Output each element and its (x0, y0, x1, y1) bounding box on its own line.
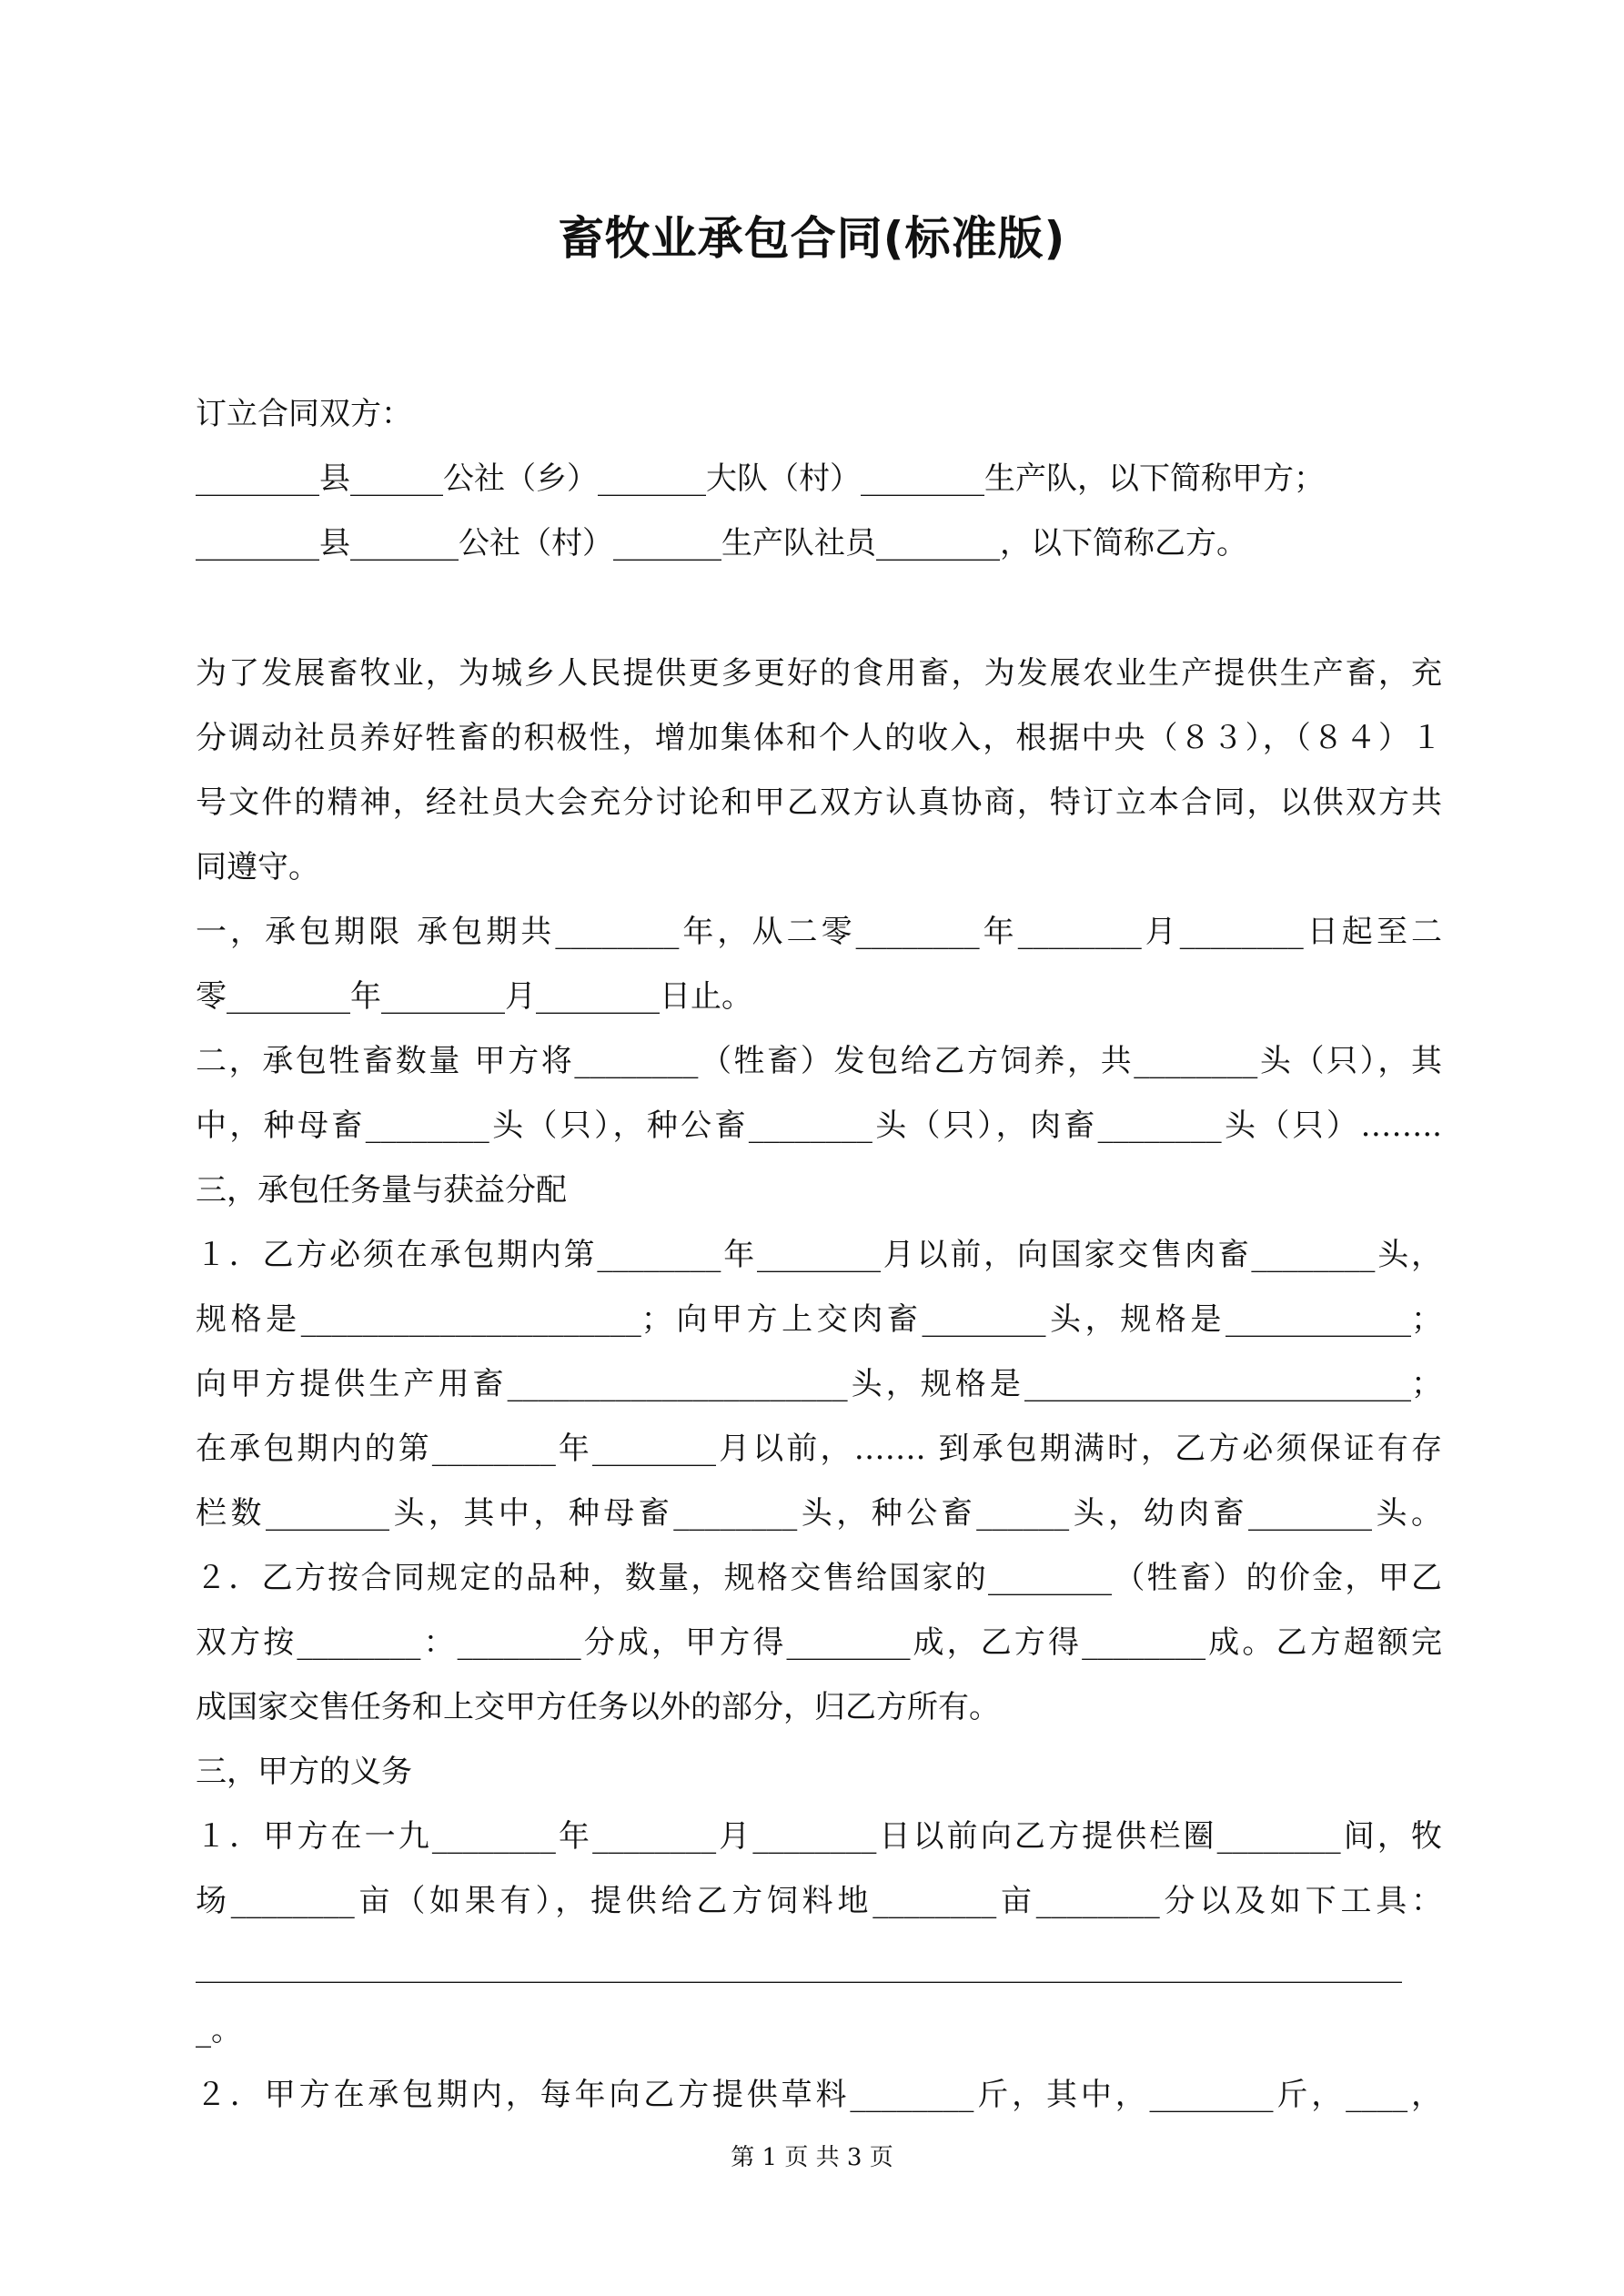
blank-fill-line: ______________________________________________________________________________ (196, 1947, 1402, 1984)
paragraph-line: 一，承包期限 承包期共________年，从二零________年________月________日起至二 (196, 914, 1442, 950)
blank-line (196, 576, 1442, 642)
paragraph-line: １．乙方必须在承包期内第________年________月以前，向国家交售肉畜________头， (196, 1237, 1442, 1273)
paragraph-line: 在承包期内的第________年________月以前，……. 到承包期满时，乙方必须保证有存 (196, 1431, 1442, 1467)
paragraph-line: 向甲方提供生产用畜______________________头，规格是_________________________； (196, 1366, 1442, 1402)
paragraph-line: 双方按________：________分成，甲方得________成，乙方得________成。乙方超额完 (196, 1624, 1442, 1661)
document-title: 畜牧业承包合同(标准版) (558, 212, 1066, 265)
section-heading: 三，承包任务量与获益分配 (196, 1172, 567, 1209)
paragraph-line: ２．乙方按合同规定的品种，数量，规格交售给国家的________（牲畜）的价金，甲乙 (196, 1560, 1442, 1596)
paragraph-line: 号文件的精神，经社员大会充分讨论和甲乙双方认真协商，特订立本合同，以供双方共 (196, 784, 1442, 821)
paragraph-line: 订立合同双方： (196, 396, 412, 432)
paragraph-line: ________县______公社（乡）_______大队（村）________生产队，以下简称甲方； (196, 460, 1325, 497)
paragraph-line: ２．甲方在承包期内，每年向乙方提供草料________斤，其中，________斤，____， (196, 2077, 1442, 2113)
section-heading: 三，甲方的义务 (196, 1754, 412, 1790)
paragraph-line: 为了发展畜牧业，为城乡人民提供更多更好的食用畜，为发展农业生产提供生产畜，充 (196, 655, 1442, 692)
paragraph-line: 二，承包牲畜数量 甲方将________（牲畜）发包给乙方饲养，共________头（只），其 (196, 1043, 1442, 1079)
paragraph-line: １．甲方在一九________年________月________日以前向乙方提供栏圈________间，牧 (196, 1818, 1442, 1855)
paragraph-line: 中，种母畜________头（只），种公畜________头（只），肉畜________头（只）…….. (196, 1108, 1442, 1144)
contract-body (196, 382, 1442, 2128)
paragraph-line: 同遵守。 (196, 849, 319, 885)
paragraph-line: 分调动社员养好牲畜的积极性，增加集体和个人的收入，根据中央（８３），（８４）１ (196, 720, 1442, 756)
paragraph-line: 栏数________头，其中，种母畜________头，种公畜______头，幼肉畜________头。 (196, 1495, 1442, 1532)
paragraph-line: 成国家交售任务和上交甲方任务以外的部分，归乙方所有。 (196, 1689, 1000, 1725)
page-footer: 第 1 页 共 3 页 (731, 2144, 893, 2171)
paragraph-line: 场________亩（如果有），提供给乙方饲料地________亩________分以及如下工具： (196, 1883, 1442, 1919)
paragraph-line: ________县_______公社（村）_______生产队社员________，以下简称乙方。 (196, 525, 1247, 561)
paragraph-line: _。 (196, 2012, 242, 2048)
paragraph-line: 零________年________月________日止。 (196, 978, 752, 1015)
paragraph-line: 规格是______________________；向甲方上交肉畜________头，规格是____________； (196, 1301, 1442, 1338)
